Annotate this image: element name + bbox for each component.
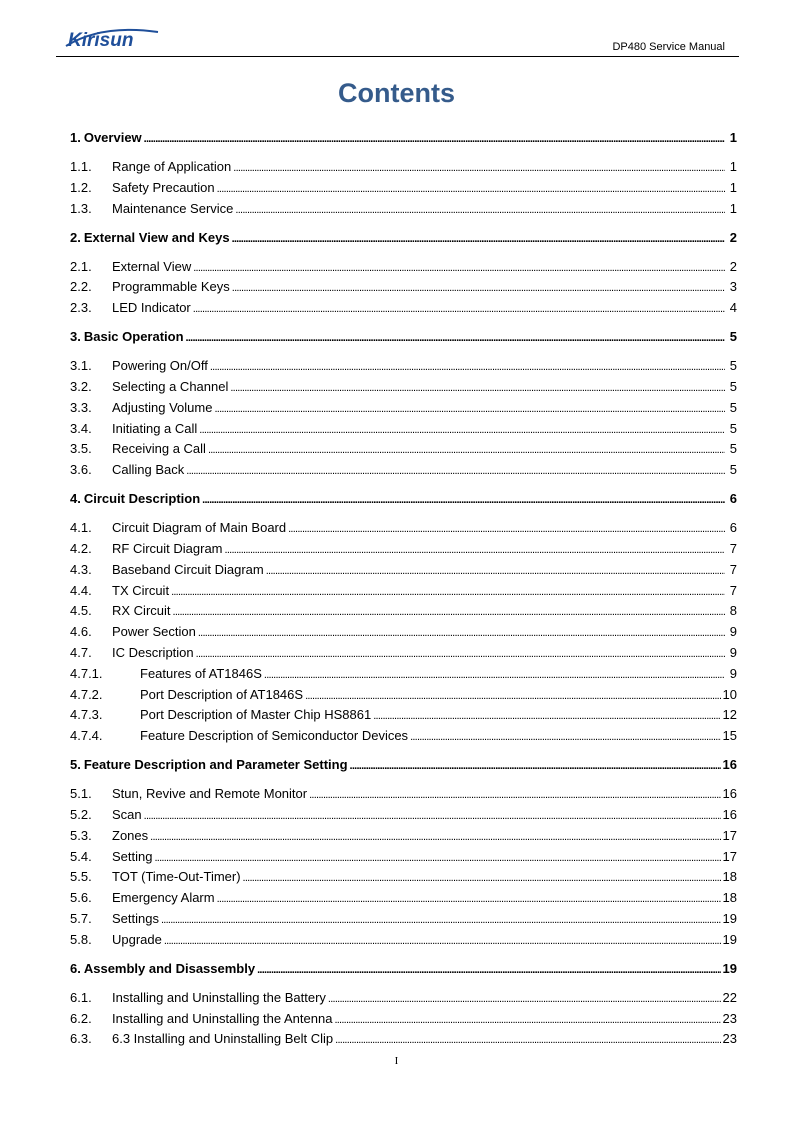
svg-text:Kirisun: Kirisun: [68, 30, 134, 50]
toc-leader-dots: [193, 258, 725, 277]
toc-entry-number: 6.1.: [70, 990, 92, 1005]
toc-entry-page: 5: [729, 379, 737, 394]
toc-entry-label: Port Description of Master Chip HS8861: [140, 707, 372, 722]
toc-leader-dots: [328, 989, 721, 1008]
toc-section-entry[interactable]: [70, 1010, 737, 1028]
toc-section-entry[interactable]: [70, 158, 737, 176]
page-number: I: [394, 1055, 399, 1067]
toc-entry-page: 17: [722, 828, 737, 843]
toc-chapter-entry[interactable]: [70, 229, 737, 247]
toc-subsection-entry[interactable]: [70, 665, 737, 683]
toc-leader-dots: [232, 229, 725, 248]
toc-section-entry[interactable]: [70, 806, 737, 824]
toc-entry-page: 6: [729, 491, 737, 506]
toc-leader-dots: [208, 440, 725, 459]
toc-entry-page: 7: [729, 562, 737, 577]
toc-entry-number: 5.3.: [70, 828, 92, 843]
toc-entry-label: RF Circuit Diagram: [112, 541, 223, 556]
toc-chapter-entry[interactable]: [70, 756, 737, 774]
toc-section-entry[interactable]: [70, 582, 737, 600]
toc-entry-page: 4: [729, 300, 737, 315]
toc-entry-number: 4.7.: [70, 645, 92, 660]
toc-entry-number: 1.1.: [70, 159, 92, 174]
toc-entry-number: 3.1.: [70, 358, 92, 373]
toc-entry-label: Overview: [83, 130, 142, 145]
toc-leader-dots: [235, 200, 725, 219]
toc-leader-dots: [217, 889, 721, 908]
toc-leader-dots: [186, 461, 725, 480]
toc-entry-page: 1: [729, 180, 737, 195]
toc-leader-dots: [232, 278, 725, 297]
toc-section-entry[interactable]: [70, 889, 737, 907]
toc-entry-number: 3.3.: [70, 400, 92, 415]
toc-entry-page: 19: [722, 961, 737, 976]
toc-leader-dots: [171, 582, 725, 601]
toc-leader-dots: [266, 561, 725, 580]
toc-entry-page: 8: [729, 603, 737, 618]
toc-entry-label: Safety Precaution: [112, 180, 215, 195]
toc-section-entry[interactable]: [70, 461, 737, 479]
toc-leader-dots: [154, 848, 720, 867]
toc-leader-dots: [243, 868, 721, 887]
toc-leader-dots: [410, 727, 720, 746]
page-header: [56, 24, 739, 57]
toc-entry-number: 6.3.: [70, 1031, 92, 1046]
toc-section-entry[interactable]: [70, 1030, 737, 1048]
toc-entry-number: 4.7.4.: [70, 728, 103, 743]
toc-leader-dots: [335, 1030, 720, 1049]
toc-section-entry[interactable]: [70, 200, 737, 218]
toc-entry-number: 4.3.: [70, 562, 92, 577]
toc-entry-label: Upgrade: [112, 932, 162, 947]
toc-entry-page: 19: [722, 932, 737, 947]
toc-entry-page: 5: [729, 462, 737, 477]
toc-leader-dots: [202, 490, 725, 509]
toc-section-entry[interactable]: [70, 278, 737, 296]
toc-entry-label: Powering On/Off: [112, 358, 208, 373]
toc-entry-page: 3: [729, 279, 737, 294]
toc-entry-number: 4.7.1.: [70, 666, 103, 681]
toc-entry-number: 4.6.: [70, 624, 92, 639]
toc-leader-dots: [334, 1010, 720, 1029]
toc-entry-number: 2.: [70, 230, 81, 245]
toc-chapter-entry[interactable]: [70, 129, 737, 147]
toc-entry-number: 4.: [70, 491, 81, 506]
toc-section-entry[interactable]: [70, 420, 737, 438]
toc-chapter-entry[interactable]: [70, 960, 737, 978]
kirisun-logo: [62, 26, 162, 50]
toc-entry-number: 5.1.: [70, 786, 92, 801]
toc-leader-dots: [210, 357, 725, 376]
toc-section-entry[interactable]: [70, 989, 737, 1007]
toc-entry-page: 18: [722, 869, 737, 884]
toc-entry-page: 7: [729, 541, 737, 556]
page-title: Contents: [338, 78, 455, 108]
kirisun-logo-graphic: [62, 26, 162, 50]
toc-leader-dots: [196, 644, 725, 663]
toc-entry-label: Initiating a Call: [112, 421, 198, 436]
toc-entry-number: 1.2.: [70, 180, 92, 195]
toc-entry-page: 6: [729, 520, 737, 535]
toc-section-entry[interactable]: [70, 602, 737, 620]
toc-entry-label: Emergency Alarm: [112, 890, 215, 905]
toc-entry-number: 4.5.: [70, 603, 92, 618]
toc-entry-label: Circuit Diagram of Main Board: [112, 520, 287, 535]
toc-leader-dots: [186, 328, 725, 347]
toc-entry-label: TX Circuit: [112, 583, 170, 598]
toc-entry-page: 23: [722, 1031, 737, 1046]
toc-leader-dots: [257, 960, 720, 979]
toc-entry-page: 2: [729, 230, 737, 245]
toc-entry-page: 5: [729, 400, 737, 415]
toc-entry-label: Assembly and Disassembly: [83, 961, 256, 976]
toc-section-entry[interactable]: [70, 785, 737, 803]
toc-entry-number: 1.3.: [70, 201, 92, 216]
toc-entry-number: 4.1.: [70, 520, 92, 535]
toc-entry-page: 16: [722, 786, 737, 801]
toc-entry-page: 5: [729, 329, 737, 344]
toc-entry-label: Adjusting Volume: [112, 400, 213, 415]
toc-leader-dots: [225, 540, 725, 559]
toc-subsection-entry[interactable]: [70, 686, 737, 704]
toc-entry-page: 5: [729, 441, 737, 456]
toc-entry-label: Installing and Uninstalling the Battery: [112, 990, 326, 1005]
toc-entry-label: Zones: [112, 828, 149, 843]
toc-entry-label: Receiving a Call: [112, 441, 206, 456]
toc-entry-number: 3.: [70, 329, 81, 344]
toc-leader-dots: [350, 756, 721, 775]
toc-section-entry[interactable]: [70, 540, 737, 558]
toc-leader-dots: [309, 785, 720, 804]
toc-section-entry[interactable]: [70, 357, 737, 375]
toc-section-entry[interactable]: [70, 399, 737, 417]
toc-entry-number: 5.: [70, 757, 81, 772]
toc-entry-label: IC Description: [112, 645, 194, 660]
toc-entry-page: 16: [722, 807, 737, 822]
toc-leader-dots: [264, 665, 725, 684]
toc-entry-label: Feature Description of Semiconductor Devices: [140, 728, 409, 743]
toc-leader-dots: [288, 519, 725, 538]
toc-leader-dots: [217, 179, 725, 198]
toc-entry-label: Setting: [112, 849, 153, 864]
toc-entry-page: 10: [722, 687, 737, 702]
toc-section-entry[interactable]: [70, 440, 737, 458]
toc-entry-page: 1: [729, 159, 737, 174]
toc-section-entry[interactable]: [70, 299, 737, 317]
toc-entry-page: 17: [722, 849, 737, 864]
toc-section-entry[interactable]: [70, 848, 737, 866]
toc-entry-page: 19: [722, 911, 737, 926]
toc-section-entry[interactable]: [70, 519, 737, 537]
toc-entry-label: Maintenance Service: [112, 201, 234, 216]
toc-leader-dots: [173, 602, 725, 621]
toc-entry-page: 2: [729, 259, 737, 274]
toc-entry-number: 1.: [70, 130, 81, 145]
toc-subsection-entry[interactable]: [70, 727, 737, 745]
toc-entry-number: 3.4.: [70, 421, 92, 436]
toc-entry-page: 1: [729, 130, 737, 145]
toc-entry-number: 3.6.: [70, 462, 92, 477]
toc-leader-dots: [164, 931, 721, 950]
toc-subsection-entry[interactable]: [70, 706, 737, 724]
toc-entry-page: 15: [722, 728, 737, 743]
toc-entry-label: Range of Application: [112, 159, 232, 174]
toc-entry-page: 5: [729, 421, 737, 436]
document-title: DP480 Service Manual: [612, 41, 725, 53]
toc-entry-label: Port Description of AT1846S: [140, 687, 304, 702]
toc-entry-label: LED Indicator: [112, 300, 191, 315]
toc-entry-number: 4.4.: [70, 583, 92, 598]
toc-entry-page: 16: [722, 757, 737, 772]
toc-leader-dots: [373, 706, 720, 725]
toc-entry-number: 2.2.: [70, 279, 92, 294]
toc-entry-label: External View and Keys: [83, 230, 230, 245]
toc-entry-label: Scan: [112, 807, 142, 822]
toc-entry-number: 4.2.: [70, 541, 92, 556]
toc-entry-label: Settings: [112, 911, 159, 926]
toc-entry-label: Stun, Revive and Remote Monitor: [112, 786, 308, 801]
toc-entry-label: Selecting a Channel: [112, 379, 229, 394]
toc-entry-label: Circuit Description: [83, 491, 201, 506]
toc-entry-number: 5.5.: [70, 869, 92, 884]
toc-leader-dots: [161, 910, 721, 929]
toc-section-entry[interactable]: [70, 644, 737, 662]
toc-entry-number: 4.7.2.: [70, 687, 103, 702]
toc-entry-page: 7: [729, 583, 737, 598]
toc-entry-label: Installing and Uninstalling the Antenna: [112, 1011, 333, 1026]
toc-leader-dots: [214, 399, 725, 418]
toc-entry-label: 6.3 Installing and Uninstalling Belt Clip: [112, 1031, 334, 1046]
toc-entry-number: 5.7.: [70, 911, 92, 926]
toc-entry-page: 1: [729, 201, 737, 216]
toc-section-entry[interactable]: [70, 623, 737, 641]
toc-leader-dots: [144, 129, 725, 148]
toc-entry-page: 18: [722, 890, 737, 905]
toc-entry-label: TOT (Time-Out-Timer): [112, 869, 241, 884]
toc-entry-page: 23: [722, 1011, 737, 1026]
toc-entry-page: 12: [722, 707, 737, 722]
toc-entry-label: Feature Description and Parameter Setting: [83, 757, 348, 772]
toc-entry-label: Calling Back: [112, 462, 185, 477]
toc-entry-page: 22: [722, 990, 737, 1005]
toc-section-entry[interactable]: [70, 868, 737, 886]
toc-chapter-entry[interactable]: [70, 490, 737, 508]
toc-entry-number: 5.6.: [70, 890, 92, 905]
toc-entry-page: 5: [729, 358, 737, 373]
toc-section-entry[interactable]: [70, 827, 737, 845]
toc-leader-dots: [230, 378, 725, 397]
toc-entry-label: Power Section: [112, 624, 196, 639]
toc-leader-dots: [193, 299, 725, 318]
toc-leader-dots: [233, 158, 725, 177]
toc-entry-number: 6.: [70, 961, 81, 976]
toc-entry-number: 3.2.: [70, 379, 92, 394]
toc-leader-dots: [150, 827, 720, 846]
toc-leader-dots: [305, 686, 720, 705]
toc-entry-number: 4.7.3.: [70, 707, 103, 722]
toc-entry-number: 6.2.: [70, 1011, 92, 1026]
toc-chapter-entry[interactable]: [70, 328, 737, 346]
toc-entry-number: 2.3.: [70, 300, 92, 315]
toc-section-entry[interactable]: [70, 179, 737, 197]
toc-entry-number: 2.1.: [70, 259, 92, 274]
toc-leader-dots: [144, 806, 721, 825]
toc-entry-page: 9: [729, 666, 737, 681]
toc-entry-number: 5.8.: [70, 932, 92, 947]
toc-entry-label: Features of AT1846S: [140, 666, 262, 681]
toc-entry-label: Basic Operation: [83, 329, 184, 344]
toc-section-entry[interactable]: [70, 931, 737, 949]
toc-entry-page: 9: [729, 645, 737, 660]
toc-entry-number: 5.4.: [70, 849, 92, 864]
toc-section-entry[interactable]: [70, 910, 737, 928]
toc-entry-label: Baseband Circuit Diagram: [112, 562, 264, 577]
toc-entry-number: 5.2.: [70, 807, 92, 822]
toc-leader-dots: [198, 623, 725, 642]
toc-entry-page: 9: [729, 624, 737, 639]
toc-entry-number: 3.5.: [70, 441, 92, 456]
toc-leader-dots: [199, 420, 725, 439]
toc-entry-label: RX Circuit: [112, 603, 171, 618]
toc-section-entry[interactable]: [70, 378, 737, 396]
toc-section-entry[interactable]: [70, 258, 737, 276]
toc-section-entry[interactable]: [70, 561, 737, 579]
toc-entry-label: External View: [112, 259, 192, 274]
toc-entry-label: Programmable Keys: [112, 279, 230, 294]
